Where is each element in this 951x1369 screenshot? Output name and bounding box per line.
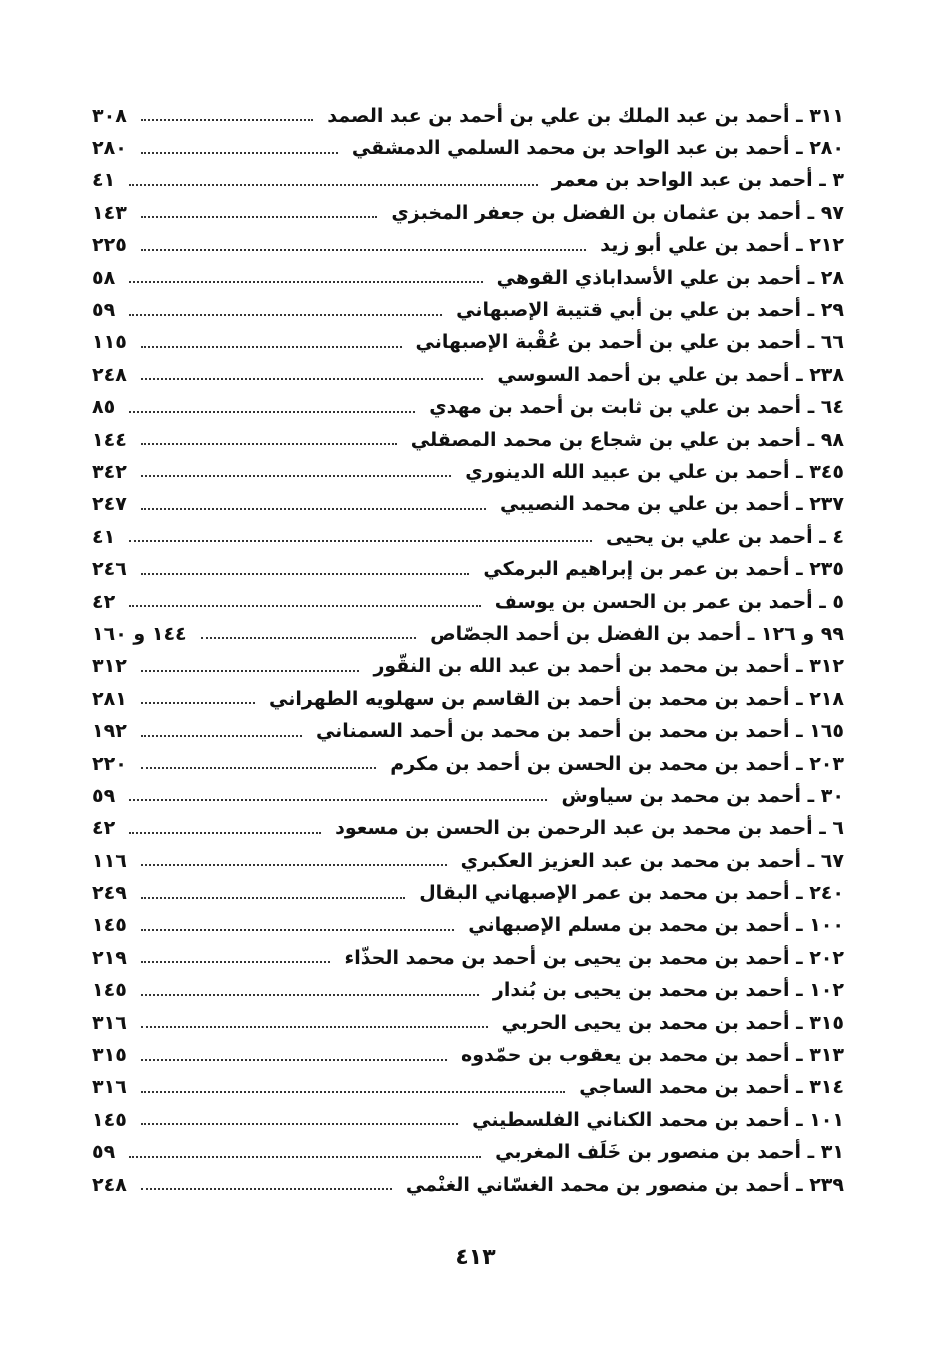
entry-page-ref: ٤٢ [92, 817, 116, 840]
entry-name: ٣١٢ ـ أحمد بن محمد بن أحمد بن عبد الله بن النقّور [373, 655, 844, 678]
index-entry [92, 262, 844, 294]
entry-name: ٤ ـ أحمد بن علي بن يحيى [606, 525, 844, 548]
index-entry [92, 845, 844, 877]
entry-page-ref: ٢٤٦ [92, 558, 127, 581]
index-entry [92, 910, 844, 942]
entry-name: ٦٦ ـ أحمد بن علي بن أحمد بن عُقْبة الإصبهاني [415, 331, 844, 354]
index-entry [92, 683, 844, 715]
entry-name: ٢٩ ـ أحمد بن علي بن أبي قتيبة الإصبهاني [456, 299, 844, 322]
index-entry [92, 618, 844, 650]
entry-page-ref: ٣١٦ [92, 1011, 127, 1034]
entry-page-ref: ٣١٦ [92, 1076, 127, 1099]
dot-leader [141, 1091, 565, 1093]
entry-page-ref: ١٤٥ [92, 914, 127, 937]
dot-leader [141, 1059, 447, 1061]
entry-name: ١٦٥ ـ أحمد بن محمد بن أحمد بن محمد بن أحمد السمناني [315, 720, 844, 743]
entry-page-ref: ١١٥ [92, 331, 127, 354]
entry-page-ref: ٣٠٨ [92, 104, 127, 127]
entry-page-ref: ١٤٥ [92, 979, 127, 1002]
index-entry [92, 294, 844, 326]
entry-name: ١٠١ ـ أحمد بن محمد الكناني الفلسطيني [472, 1108, 844, 1131]
dot-leader [141, 767, 376, 769]
index-entries [92, 100, 844, 1201]
entry-name: ٣١ ـ أحمد بن منصور بن خَلَف المغربي [495, 1141, 844, 1164]
entry-name: ٣ ـ أحمد بن عبد الواحد بن معمر [551, 169, 844, 192]
entry-name: ٢٣٩ ـ أحمد بن منصور بن محمد الغسّاني الغنْمي [405, 1173, 844, 1196]
entry-page-ref: ٢٤٨ [92, 1173, 127, 1196]
dot-leader [141, 378, 484, 380]
dot-leader [141, 897, 405, 899]
dot-leader [141, 1123, 458, 1125]
entry-page-ref: ٤١ [92, 525, 116, 548]
dot-leader [141, 1188, 392, 1190]
entry-page-ref: ٢٤٨ [92, 363, 127, 386]
index-entry [92, 553, 844, 585]
index-entry [92, 877, 844, 909]
entry-name: ٥ ـ أحمد بن عمر بن الحسن بن يوسف [494, 590, 844, 613]
index-entry [92, 1104, 844, 1136]
entry-name: ٢٠٢ ـ أحمد بن محمد بن يحيى بن أحمد بن محمد الحذّاء [344, 946, 844, 969]
entry-page-ref: ٥٩ [92, 1141, 116, 1164]
entry-page-ref: ٤١ [92, 169, 116, 192]
index-entry [92, 359, 844, 391]
index-entry [92, 327, 844, 359]
index-entry [92, 1039, 844, 1071]
entry-name: ٦٤ ـ أحمد بن علي بن ثابت بن أحمد بن مهدي [429, 396, 844, 419]
dot-leader [141, 864, 447, 866]
entry-page-ref: ٢٨١ [92, 687, 127, 710]
entry-page-ref: ١١٦ [92, 849, 127, 872]
index-entry [92, 748, 844, 780]
dot-leader [129, 411, 415, 413]
entry-name: ٢٠٣ ـ أحمد بن محمد بن الحسن بن أحمد بن مكرم [390, 752, 844, 775]
entry-name: ٦ ـ أحمد بن محمد بن عبد الرحمن بن الحسن بن مسعود [335, 817, 844, 840]
index-entry [92, 424, 844, 456]
index-entry [92, 1072, 844, 1104]
dot-leader [141, 929, 454, 931]
dot-leader [129, 540, 592, 542]
entry-page-ref: ١٤٣ [92, 201, 127, 224]
dot-leader [141, 249, 587, 251]
dot-leader [141, 152, 338, 154]
entry-page-ref: ٢٨٠ [92, 137, 127, 160]
entry-name: ٢٣٥ ـ أحمد بن عمر بن إبراهيم البرمكي [483, 558, 844, 581]
index-entry [92, 586, 844, 618]
page-number: ٤١٣ [455, 1245, 496, 1270]
entry-name: ٩٧ ـ أحمد بن عثمان بن الفضل بن جعفر المخبزي [391, 201, 844, 224]
entry-page-ref: ٣١٥ [92, 1044, 127, 1067]
index-entry [92, 942, 844, 974]
index-entry [92, 1137, 844, 1169]
index-entry [92, 165, 844, 197]
index-entry [92, 456, 844, 488]
entry-name: ٢٨٠ ـ أحمد بن عبد الواحد بن محمد السلمي الدمشقي [351, 137, 844, 160]
dot-leader [141, 735, 302, 737]
entry-page-ref: ٢١٩ [92, 946, 127, 969]
index-entry [92, 489, 844, 521]
entry-page-ref: ٥٩ [92, 299, 116, 322]
entry-name: ٢٣٧ ـ أحمد بن علي بن محمد النصيبي [500, 493, 844, 516]
entry-page-ref: ٢٤٧ [92, 493, 127, 516]
dot-leader [129, 605, 480, 607]
entry-name: ٣١٤ ـ أحمد بن محمد الساجي [579, 1076, 844, 1099]
index-entry [92, 715, 844, 747]
index-entry [92, 392, 844, 424]
dot-leader [141, 1026, 488, 1028]
index-entry [92, 230, 844, 262]
dot-leader [141, 475, 451, 477]
index-entry [92, 521, 844, 553]
dot-leader [129, 281, 482, 283]
dot-leader [141, 961, 331, 963]
entry-name: ١٠٠ ـ أحمد بن محمد بن مسلم الإصبهاني [468, 914, 844, 937]
entry-page-ref: ٢٢٥ [92, 234, 127, 257]
entry-name: ٢٣٨ ـ أحمد بن علي بن أحمد السوسي [497, 363, 844, 386]
entry-page-ref: ١٤٤ و ١٦٠ [92, 622, 187, 645]
dot-leader [129, 184, 538, 186]
index-entry [92, 1007, 844, 1039]
index-entry [92, 651, 844, 683]
dot-leader [201, 637, 416, 639]
dot-leader [141, 443, 397, 445]
entry-name: ٢٤٠ ـ أحمد بن محمد بن عمر الإصبهاني البقال [419, 882, 844, 905]
index-entry [92, 975, 844, 1007]
entry-page-ref: ٢٤٩ [92, 882, 127, 905]
dot-leader [129, 799, 547, 801]
entry-name: ٢١٨ ـ أحمد بن محمد بن أحمد بن القاسم بن سهلويه الطهراني [269, 687, 844, 710]
index-entry [92, 132, 844, 164]
entry-name: ٣٠ ـ أحمد بن محمد بن سياوش [561, 784, 844, 807]
entry-name: ١٠٢ ـ أحمد بن محمد بن يحيى بن بُندار [492, 979, 844, 1002]
entry-name: ٢١٢ ـ أحمد بن علي أبو زيد [600, 234, 844, 257]
dot-leader [141, 119, 313, 121]
dot-leader [141, 346, 402, 348]
index-entry [92, 1169, 844, 1201]
entry-page-ref: ١٤٥ [92, 1108, 127, 1131]
entry-name: ٩٨ ـ أحمد بن علي بن شجاع بن محمد المصقلي [410, 428, 844, 451]
entry-page-ref: ٥٨ [92, 266, 116, 289]
dot-leader [129, 1156, 481, 1158]
entry-name: ٣١٥ ـ أحمد بن محمد بن يحيى الحربي [501, 1011, 844, 1034]
index-entry [92, 100, 844, 132]
entry-page-ref: ٤٢ [92, 590, 116, 613]
dot-leader [141, 508, 486, 510]
index-entry [92, 197, 844, 229]
dot-leader [141, 994, 479, 996]
index-entry [92, 780, 844, 812]
index-entry [92, 813, 844, 845]
dot-leader [129, 314, 442, 316]
entry-name: ٣١٣ ـ أحمد بن محمد بن يعقوب بن حمّدوه [461, 1044, 844, 1067]
entry-page-ref: ١٩٢ [92, 720, 127, 743]
entry-name: ٣٤٥ ـ أحمد بن علي بن عبيد الله الدينوري [465, 460, 844, 483]
entry-page-ref: ٣١٢ [92, 655, 127, 678]
entry-name: ٢٨ ـ أحمد بن علي الأسداباذي القوهي [496, 266, 844, 289]
dot-leader [141, 670, 360, 672]
entry-name: ٣١١ ـ أحمد بن عبد الملك بن علي بن أحمد بن عبد الصمد [327, 104, 844, 127]
entry-page-ref: ٢٢٠ [92, 752, 127, 775]
dot-leader [141, 573, 470, 575]
entry-name: ٩٩ و ١٢٦ ـ أحمد بن الفضل بن أحمد الجصّاص [430, 622, 844, 645]
entry-page-ref: ٣٤٢ [92, 460, 127, 483]
entry-page-ref: ١٤٤ [92, 428, 127, 451]
dot-leader [141, 216, 378, 218]
entry-page-ref: ٥٩ [92, 784, 116, 807]
dot-leader [129, 832, 321, 834]
entry-page-ref: ٨٥ [92, 396, 116, 419]
entry-name: ٦٧ ـ أحمد بن محمد بن عبد العزيز العكبري [460, 849, 844, 872]
dot-leader [141, 702, 255, 704]
